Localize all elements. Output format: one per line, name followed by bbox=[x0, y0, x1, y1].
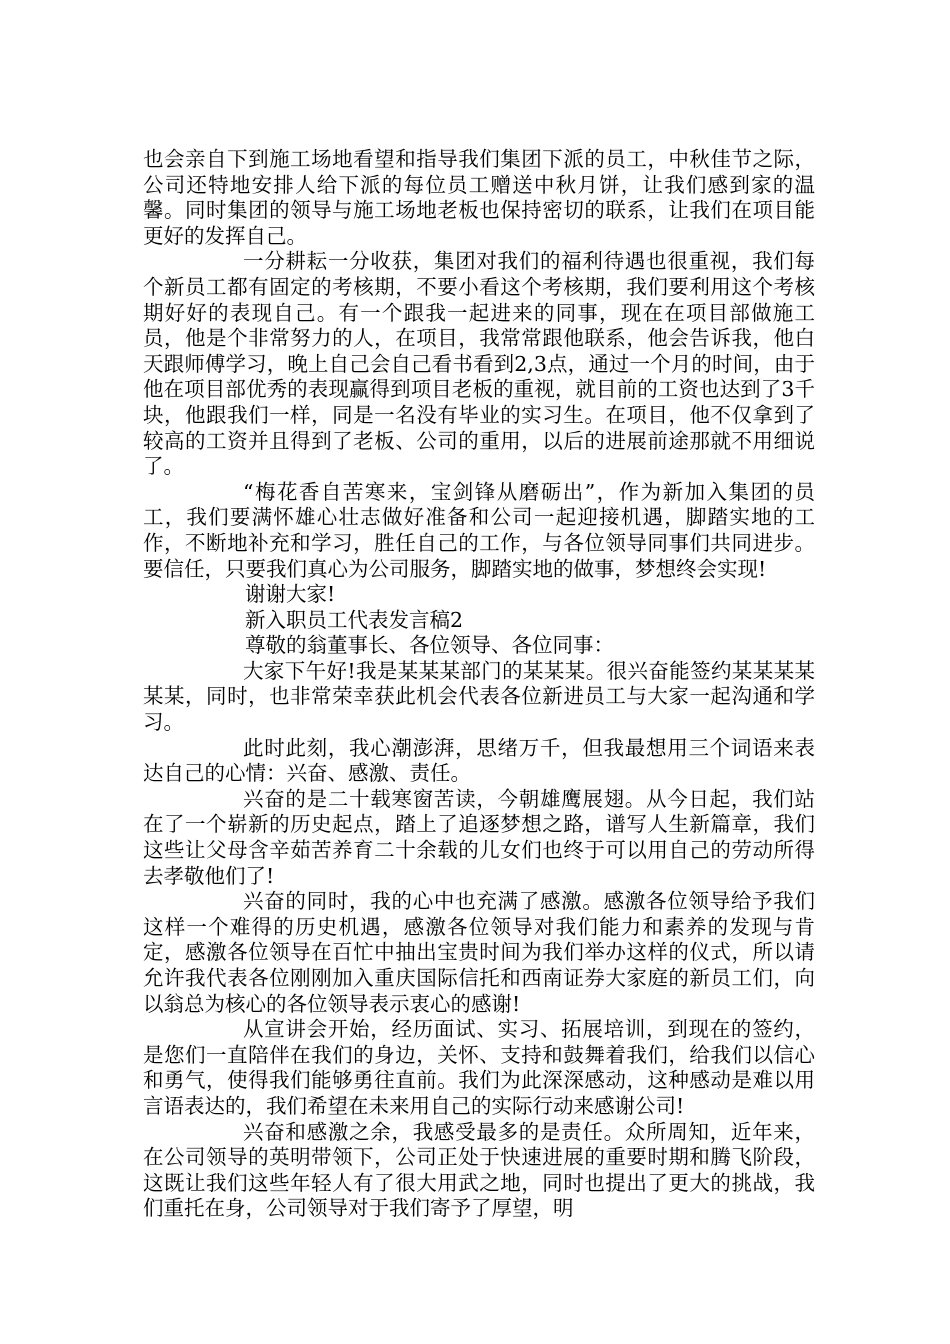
paragraph-11: 从宣讲会开始，经历面试、实习、拓展培训，到现在的签约，是您们一直陪伴在我们的身边，关怀、支持和鼓舞着我们，给我们以信心和勇气，使得我们能够勇往直前。我们为此深深感动，这种感动是难以用言语表达的，我们希望在未来用自己的实际行动来感谢公司! bbox=[143, 1017, 815, 1118]
paragraph-10: 兴奋的同时，我的心中也充满了感激。感激各位领导给予我们这样一个难得的历史机遇，感激各位领导对我们能力和素养的发现与肯定，感激各位领导在百忙中抽出宝贵时间为我们举办这样的仪式，所以请允许我代表各位刚刚加入重庆国际信托和西南证券大家庭的新员工们，向以翁总为核心的各位领导表示衷心的感谢! bbox=[143, 889, 815, 1016]
paragraph-7: 大家下午好!我是某某某部门的某某某。很兴奋能签约某某某某某某，同时，也非常荣幸获此机会代表各位新进员工与大家一起沟通和学习。 bbox=[143, 658, 815, 735]
paragraph-12: 兴奋和感激之余，我感受最多的是责任。众所周知，近年来，在公司领导的英明带领下，公司正处于快速进展的重要时期和腾飞阶段，这既让我们这些年轻人有了很大用武之地，同时也提出了更大的挑战，我们重托在身，公司领导对于我们寄予了厚望，明 bbox=[143, 1119, 815, 1221]
paragraph-2: 一分耕耘一分收获，集团对我们的福利待遇也很重视，我们每个新员工都有固定的考核期，不要小看这个考核期，我们要利用这个考核期好好的表现自己。有一个跟我一起进来的同事，现在在项目部做施工员，他是个非常努力的人，在项目，我常常跟他联系，他会告诉我，他白天跟师傅学习，晚上自己会自己看书看到2,3点，通过一个月的时间，由于他在项目部优秀的表现赢得到项目老板的重视，就目前的工资也达到了3千块，他跟我们一样，同是一名没有毕业的实习生。在项目，他不仅拿到了较高的工资并且得到了老板、公司的重用，以后的进展前途那就不用细说了。 bbox=[143, 249, 815, 479]
paragraph-8: 此时此刻，我心潮澎湃，思绪万千，但我最想用三个词语来表达自己的心情：兴奋、感激、责任。 bbox=[143, 735, 815, 786]
salutation: 尊敬的翁董事长、各位领导、各位同事： bbox=[245, 633, 614, 658]
paragraph-1: 也会亲自下到施工场地看望和指导我们集团下派的员工，中秋佳节之际，公司还特地安排人给下派的每位员工赠送中秋月饼，让我们感到家的温馨。同时集团的领导与施工场地老板也保持密切的联系，让我们在项目能更好的发挥自己。 bbox=[143, 147, 815, 248]
paragraph-3: “梅花香自苦寒来，宝剑锋从磨砺出”，作为新加入集团的员工，我们要满怀雄心壮志做好准备和公司一起迎接机遇，脚踏实地的工作，不断地补充和学习，胜任自己的工作，与各位领导同事们共同进步。要信任，只要我们真心为公司服务，脚踏实地的做事，梦想终会实现! bbox=[143, 479, 815, 581]
paragraph-9: 兴奋的是二十载寒窗苦读，今朝雄鹰展翅。从今日起，我们站在了一个崭新的历史起点，踏上了追逐梦想之路，谱写人生新篇章，我们这些让父母含辛茹苦养育二十余载的儿女们也终于可以用自己的劳动所得去孝敬他们了! bbox=[143, 786, 815, 888]
document-body bbox=[143, 147, 815, 1222]
speech-title: 新入职员工代表发言稿2 bbox=[245, 607, 464, 632]
thanks-line: 谢谢大家! bbox=[245, 582, 336, 607]
